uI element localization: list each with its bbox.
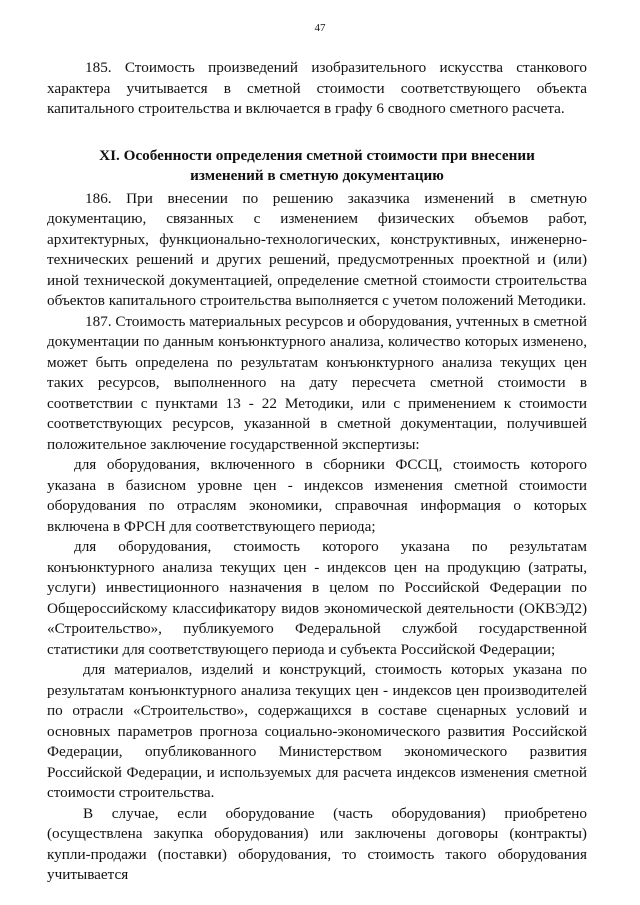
list-item-materials: для материалов, изделий и конструкций, стоимость которых указана по результатам конъюнктурного анализа текущих цен - индексов цен производителей по отрасли «Строительство», содержащихся в составе сценарных условий и основных параметров прогноза социально-экономического развития Российской Федерации, опубликованного Министерством экономического развития Российской Федерации, и используемых для расчета индексов изменения сметной стоимости строительства. — [47, 661, 587, 801]
paragraph-187: 187. Стоимость материальных ресурсов и оборудования, учтенных в сметной документации по данным конъюнктурного анализа, количество которых изменено, может быть определена по результатам конъюнктурного анализа текущих цен таких ресурсов, выполненного на дату пересчета сметной стоимости в соответствии с пунктами 13 - 22 Методики, или с применением к стоимости соответствующих ресурсов, указанной в сметной документации, получившей положительное заключение государственной экспертизы: — [47, 312, 587, 453]
document-body — [47, 58, 587, 886]
section-heading-line-1: XI. Особенности определения сметной стоимости при внесении — [99, 146, 535, 164]
page-number: 47 — [314, 22, 326, 34]
list-item-equipment-market-analysis: для оборудования, стоимость которого указана по результатам конъюнктурного анализа текущих цен - индексов цен на продукцию (затраты, услуги) инвестиционного назначения в целом по Российской Федерации по Общероссийскому классификатору видов экономической деятельности (ОКВЭД2) «Строительство», публикуемого Федеральной службой государственной статистики для соответствующего периода и субъекта Российской Федерации; — [47, 538, 587, 658]
paragraph-purchased-equipment: В случае, если оборудование (часть оборудования) приобретено (осуществлена закупка оборудования) или заключены договоры (контракты) купли-продажи (поставки) оборудования, то стоимость такого оборудования учитывается — [47, 804, 587, 883]
paragraph-186: 186. При внесении по решению заказчика изменений в сметную документацию, связанных с изменением физических объемов работ, архитектурных, функционально-технологических, конструктивных, инженерно-технических решений и других решений, предусмотренных проектной и (или) иной технической документацией, определение сметной стоимости строительства объектов капитального строительства выполняется с учетом положений Методики. — [47, 189, 587, 309]
list-item-equipment-fssc: для оборудования, включенного в сборники ФССЦ, стоимость которого указана в базисном уровне цен - индексов изменения сметной стоимости оборудования по отраслям экономики, справочная информация о которых включена в ФРСН для соответствующего периода; — [47, 456, 587, 535]
section-heading — [47, 146, 587, 187]
paragraph-185: 185. Стоимость произведений изобразительного искусства станкового характера учитывается в сметной стоимости соответствующего объекта капитального строительства и включается в графу 6 сводного сметного расчета. — [47, 59, 587, 117]
section-heading-line-2: изменений в сметную документацию — [190, 167, 444, 184]
